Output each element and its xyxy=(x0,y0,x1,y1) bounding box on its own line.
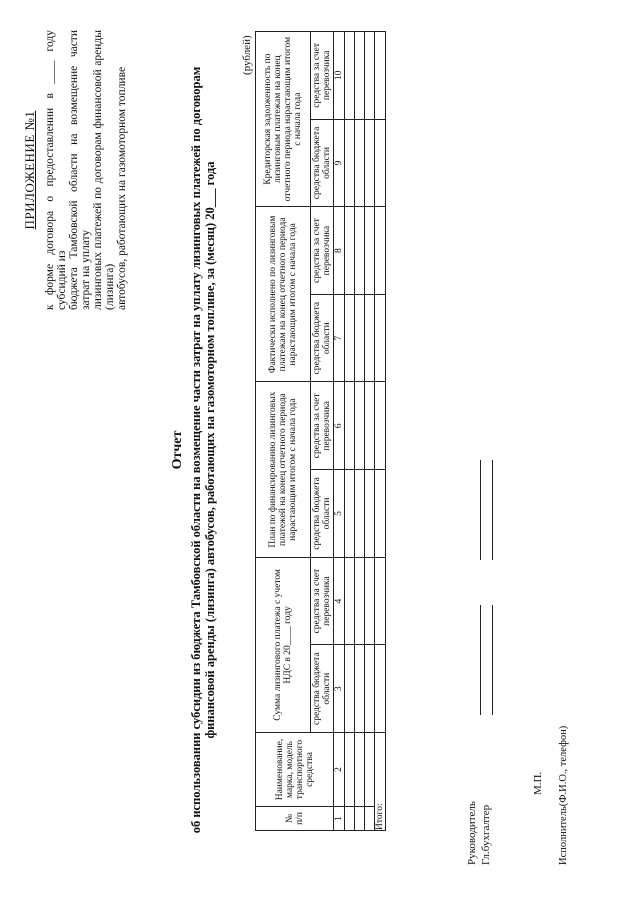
column-number-row xyxy=(334,32,345,831)
table-cell xyxy=(345,32,355,120)
table-cell xyxy=(365,294,375,382)
table-cell xyxy=(345,645,355,733)
table-cell xyxy=(355,32,365,120)
column-number: 9 xyxy=(334,119,345,207)
report-subtitle-line: финансовой аренды (лизинга) автобусов, работающих на газомоторном топливе, за (месяц) 20___ года xyxy=(203,161,217,739)
table-cell xyxy=(375,207,386,295)
table-cell xyxy=(355,733,365,807)
head-signature-line xyxy=(480,605,481,715)
column-number: 3 xyxy=(334,645,345,733)
header-group-actual: Фактически исполнено по лизинговым платежам на конец отчетного периода нарастающим итогом с начала года xyxy=(256,207,311,382)
column-number: 5 xyxy=(334,470,345,558)
head-name-line xyxy=(480,460,481,560)
table-cell xyxy=(365,119,375,207)
table-cell xyxy=(345,557,355,645)
table-header-row xyxy=(256,32,311,831)
table-cell xyxy=(345,294,355,382)
appendix-text xyxy=(44,30,128,310)
appendix-line: к форме договора о предоставлении в ____ году субсидий из xyxy=(44,30,68,310)
table-cell xyxy=(355,557,365,645)
table-cell xyxy=(345,207,355,295)
stamp-label: М.П. xyxy=(532,771,544,795)
table-cell xyxy=(375,32,386,120)
column-number: 4 xyxy=(334,557,345,645)
executor-label: Исполнитель(Ф.И.О., телефон) xyxy=(558,725,569,865)
table-cell xyxy=(345,807,355,831)
appendix-line: автобусов, работающих на газомоторном топливе xyxy=(116,66,128,310)
table-cell xyxy=(365,733,375,807)
subheader-carrier: средства за счет перевозчика xyxy=(311,207,334,295)
table-cell xyxy=(365,207,375,295)
table-cell xyxy=(345,733,355,807)
accountant-signature-label: Гл.бухгалтер xyxy=(480,804,492,865)
table-row xyxy=(345,32,355,831)
header-col-no: № п/п xyxy=(256,807,334,831)
table-cell xyxy=(355,294,365,382)
column-number: 8 xyxy=(334,207,345,295)
total-row xyxy=(375,32,386,831)
accountant-signature-line xyxy=(492,605,493,715)
appendix-line: бюджета Тамбовской области на возмещение части затрат на уплату xyxy=(68,30,92,310)
column-number: 7 xyxy=(334,294,345,382)
table-cell xyxy=(365,470,375,558)
subheader-carrier: средства за счет перевозчика xyxy=(311,557,334,645)
table-cell xyxy=(345,119,355,207)
table-cell xyxy=(355,119,365,207)
table-cell xyxy=(355,807,365,831)
table-cell xyxy=(375,557,386,645)
subheader-budget: средства бюджета области xyxy=(311,294,334,382)
header-col-name: Наименование, марка, модель транспортного средства xyxy=(256,733,334,807)
table-cell xyxy=(355,382,365,470)
header-group-debt: Кредиторская задолженность по лизинговым платежам на конец отчетного периода нарастающим итогом с начала года xyxy=(256,32,311,207)
report-subtitle-line: об использовании субсидии из бюджета Тамбовской области на возмещение части затрат на уплату лизинговых платежей по договорам xyxy=(189,66,203,834)
report-title-block xyxy=(170,35,217,865)
total-label: Итого: xyxy=(375,733,386,831)
table-cell xyxy=(355,207,365,295)
subheader-carrier: средства за счет перевозчика xyxy=(311,32,334,120)
table-cell xyxy=(355,645,365,733)
table-cell xyxy=(375,294,386,382)
table-cell xyxy=(355,470,365,558)
table-cell xyxy=(345,382,355,470)
table-row xyxy=(355,32,365,831)
header-group-plan: План по финансированию лизинговых платежей на конец отчетного периода нарастающим итогом с начала года xyxy=(256,382,311,557)
subheader-budget: средства бюджета области xyxy=(311,645,334,733)
column-number: 2 xyxy=(334,733,345,807)
table-cell xyxy=(365,645,375,733)
table-cell xyxy=(345,470,355,558)
head-signature-label: Руководитель xyxy=(466,801,478,865)
subheader-budget: средства бюджета области xyxy=(311,119,334,207)
report-table xyxy=(255,31,386,831)
column-number: 6 xyxy=(334,382,345,470)
column-number: 1 xyxy=(334,807,345,831)
table-cell xyxy=(375,119,386,207)
report-title: Отчет xyxy=(170,430,185,470)
table-cell xyxy=(365,557,375,645)
appendix-title: ПРИЛОЖЕНИЕ №1 xyxy=(22,110,37,230)
table-subheader-row xyxy=(311,32,334,831)
appendix-block xyxy=(22,30,128,310)
subheader-carrier: средства за счет перевозчика xyxy=(311,382,334,470)
column-number: 10 xyxy=(334,32,345,120)
table-cell xyxy=(365,807,375,831)
table-row xyxy=(365,32,375,831)
table-cell xyxy=(365,382,375,470)
accountant-name-line xyxy=(492,460,493,560)
table-cell xyxy=(365,32,375,120)
table-cell xyxy=(375,382,386,470)
table-cell xyxy=(375,470,386,558)
table-cell xyxy=(375,645,386,733)
subheader-budget: средства бюджета области xyxy=(311,470,334,558)
header-group-payment: Сумма лизингового платежа с учетом НДС в 20____ году xyxy=(256,557,311,732)
appendix-line: лизинговых платежей по договорам финансовой аренды (лизинга) xyxy=(92,30,116,310)
currency-note: (рублей) xyxy=(241,35,253,75)
